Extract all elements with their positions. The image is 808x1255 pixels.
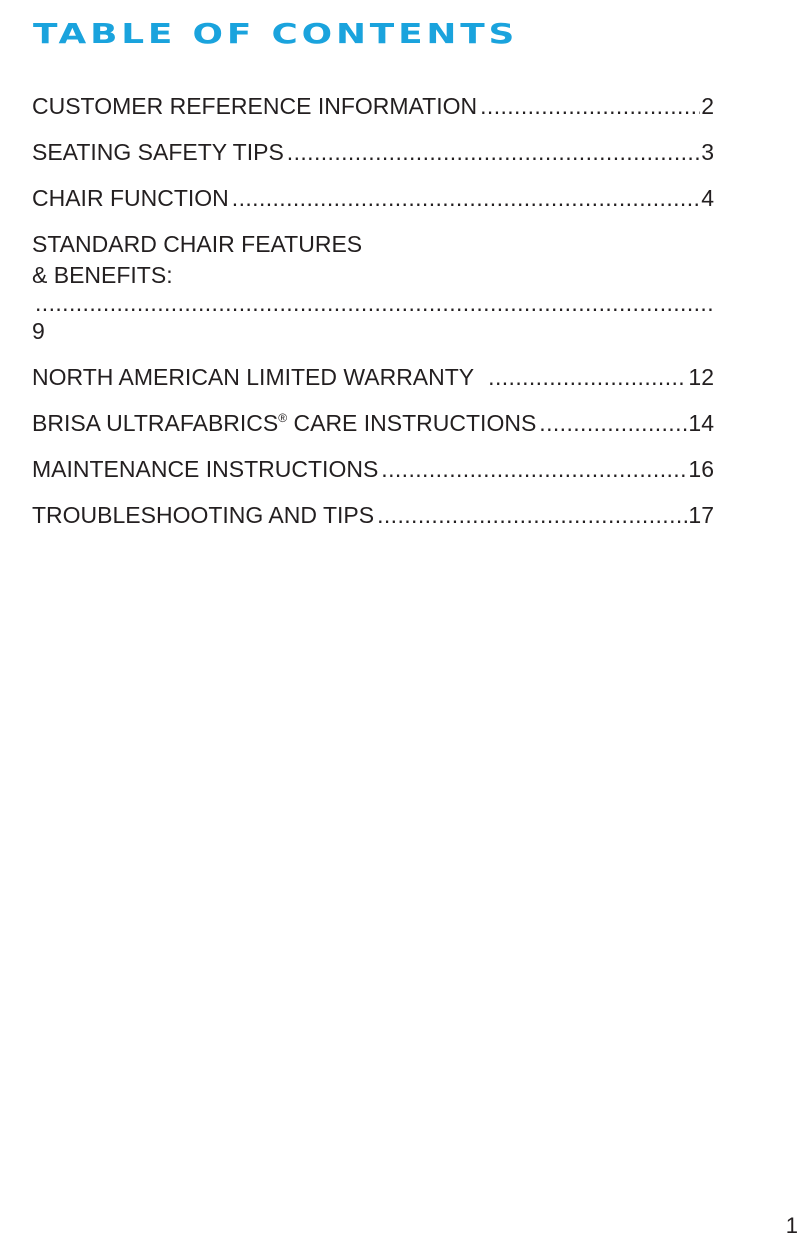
toc-page-number: 4 — [701, 185, 714, 211]
toc-entry-troubleshooting[interactable] — [32, 501, 714, 529]
dot-leader — [287, 138, 700, 166]
toc-entry-text: SEATING SAFETY TIPS — [32, 139, 284, 165]
toc-entry-text: NORTH AMERICAN LIMITED WARRANTY — [32, 364, 475, 390]
page-number: 1 — [785, 1213, 798, 1238]
toc-entry-text: MAINTENANCE INSTRUCTIONS — [32, 456, 379, 482]
toc-page-number: 12 — [688, 364, 714, 390]
dot-leader — [488, 363, 687, 391]
toc-entry-text-line1: STANDARD CHAIR FEATURES — [32, 231, 363, 257]
page-title: TABLE OF CONTENTS — [33, 17, 519, 50]
toc-page-number: 9 — [32, 318, 45, 344]
dot-leader — [480, 92, 700, 120]
toc-entry-text-rest: CARE INSTRUCTIONS — [287, 410, 537, 436]
dot-leader — [377, 501, 687, 529]
dot-leader — [381, 455, 687, 483]
toc-entry-limited-warranty[interactable] — [32, 363, 714, 391]
dot-leader — [35, 289, 713, 317]
toc-page-number: 2 — [701, 93, 714, 119]
toc-page-number: 16 — [688, 456, 714, 482]
toc-page-number: 17 — [688, 502, 714, 528]
dot-leader — [539, 409, 687, 437]
toc-entry-customer-reference[interactable] — [32, 92, 714, 120]
toc-entry-standard-features[interactable] — [32, 230, 714, 345]
toc-entry-chair-function[interactable] — [32, 184, 714, 212]
toc-entry-text: TROUBLESHOOTING AND TIPS — [32, 502, 375, 528]
registered-mark: ® — [278, 411, 288, 425]
toc-page-number: 14 — [688, 410, 714, 436]
toc-entry-text-line2: & BENEFITS: — [32, 262, 173, 288]
table-of-contents — [32, 92, 714, 547]
toc-page-number: 3 — [701, 139, 714, 165]
toc-entry-text: CUSTOMER REFERENCE INFORMATION — [32, 93, 478, 119]
toc-entry-text: CHAIR FUNCTION — [32, 185, 229, 211]
toc-entry-text-brand: BRISA ULTRAFABRICS — [32, 410, 279, 436]
toc-entry-seating-safety[interactable] — [32, 138, 714, 166]
toc-entry-maintenance[interactable] — [32, 455, 714, 483]
dot-leader — [232, 184, 700, 212]
toc-entry-text — [32, 409, 536, 437]
toc-entry-care-instructions[interactable] — [32, 409, 714, 437]
